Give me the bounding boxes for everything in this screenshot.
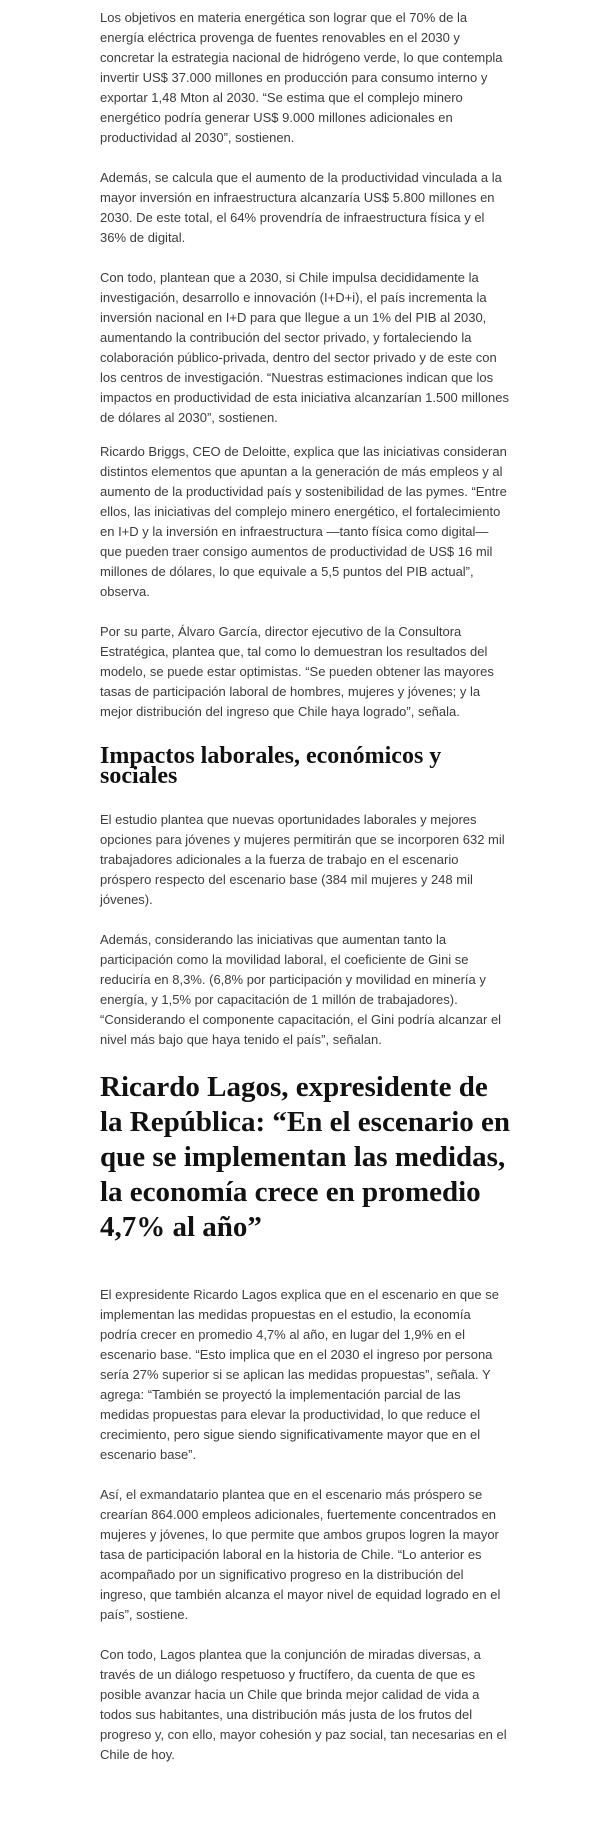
paragraph-infrastructure-productivity: Además, se calcula que el aumento de la productividad vinculada a la mayor inversión en infraestructura alcanzaría US$ 5.800 millones en 2030. De este total, el 64% provendría de infraestructura física y el 36% de digital. xyxy=(100,170,502,245)
article-body xyxy=(100,8,510,1785)
section-heading-impacts: Impactos laborales, económicos y sociales xyxy=(100,743,442,789)
paragraph-labor-opportunities: El estudio plantea que nuevas oportunidades laborales y mejores opciones para jóvenes y mujeres permitirán que se incorporen 632 mil trabajadores adicionales a la fuerza de trabajo en el escenario próspero respecto del escenario base (384 mil mujeres y 248 mil jóvenes). xyxy=(100,812,505,907)
paragraph-lagos-growth: El expresidente Ricardo Lagos explica que en el escenario en que se implementan las medidas propuestas en el estudio, la economía podría crecer en promedio 4,7% al año, en lugar del 1,9% en el escenario base. “Esto implica que en el 2030 el ingreso por persona sería 27% superior si se aplican las medidas propuestas”, señala. Y agrega: “También se proyectó la implementación parcial de las medidas propuestas para elevar la productividad, lo que reduce el crecimiento, pero sigue siendo significativamente mayor que en el escenario base”. xyxy=(100,1287,499,1462)
paragraph-garcia-quote: Por su parte, Álvaro García, director ejecutivo de la Consultora Estratégica, plantea que, tal como lo demuestran los resultados del modelo, se puede estar optimistas. “Se pueden obtener las mayores tasas de participación laboral de hombres, mujeres y jóvenes; y la mejor distribución del ingreso que Chile haya logrado”, señala. xyxy=(100,624,494,719)
paragraph-research-development: Con todo, plantean que a 2030, si Chile impulsa decididamente la investigación, desarrollo e innovación (I+D+i), el país incrementa la inversión nacional en I+D para que llegue a un 1% del PIB al 2030, aumentando la contribución del sector privado, y fortaleciendo la colaboración público-privada, dentro del sector privado y de este con los centros de investigación. “Nuestras estimaciones indican que los impactos en productividad de esta iniciativa alcanzarían 1.500 millones de dólares al 2030”, sostienen. xyxy=(100,270,510,425)
paragraph-deloitte-quote: Ricardo Briggs, CEO de Deloitte, explica que las iniciativas consideran distintos elementos que apuntan a la generación de más empleos y al aumento de la productividad país y sostenibilidad de las pymes. “Entre ellos, las iniciativas del complejo minero energético, el fortalecimiento en I+D y la inversión en infraestructura —tanto física como digital— que pueden traer consigo aumentos de productividad de US$ 16 mil millones de dólares, lo que equivale a 5,5 puntos del PIB actual”, observa. xyxy=(100,444,507,599)
paragraph-lagos-employment: Así, el exmandatario plantea que en el escenario más próspero se crearían 864.000 empleos adicionales, fuertemente concentrados en mujeres y jóvenes, lo que permite que ambos grupos logren la mayor tasa de participación laboral en la historia de Chile. “Lo anterior es acompañado por un significativo progreso en la distribución del ingreso, que también alcanza el mayor nivel de equidad logrado en el país”, sostiene. xyxy=(100,1487,501,1622)
quote-heading-lagos: Ricardo Lagos, expresidente de la República: “En el escenario en que se implementan las medidas, la economía crece en promedio 4,7% al año” xyxy=(100,1071,511,1243)
paragraph-energy-targets: Los objetivos en materia energética son lograr que el 70% de la energía eléctrica provenga de fuentes renovables en el 2030 y concretar la estrategia nacional de hidrógeno verde, lo que contempla invertir US$ 37.000 millones en producción para consumo interno y exportar 1,48 Mton al 2030. “Se estima que el complejo minero energético podría generar US$ 9.000 millones adicionales en productividad al 2030”, sostienen. xyxy=(100,10,503,145)
paragraph-gini-coefficient: Además, considerando las iniciativas que aumentan tanto la participación como la movilidad laboral, el coeficiente de Gini se reduciría en 8,3%. (6,8% por participación y movilidad en minería y energía, y 1,5% por capacitación de 1 millón de trabajadores). “Considerando el componente capacitación, el Gini podría alcanzar el nivel más bajo que haya tenido el país”, señalan. xyxy=(100,932,502,1047)
paragraph-lagos-conclusion: Con todo, Lagos plantea que la conjunción de miradas diversas, a través de un diálogo respetuoso y fructífero, da cuenta de que es posible avanzar hacia un Chile que brinda mejor calidad de vida a todos sus habitantes, una distribución más justa de los frutos del progreso y, con ello, mayor cohesión y paz social, tan necesarias en el Chile de hoy. xyxy=(100,1647,507,1762)
